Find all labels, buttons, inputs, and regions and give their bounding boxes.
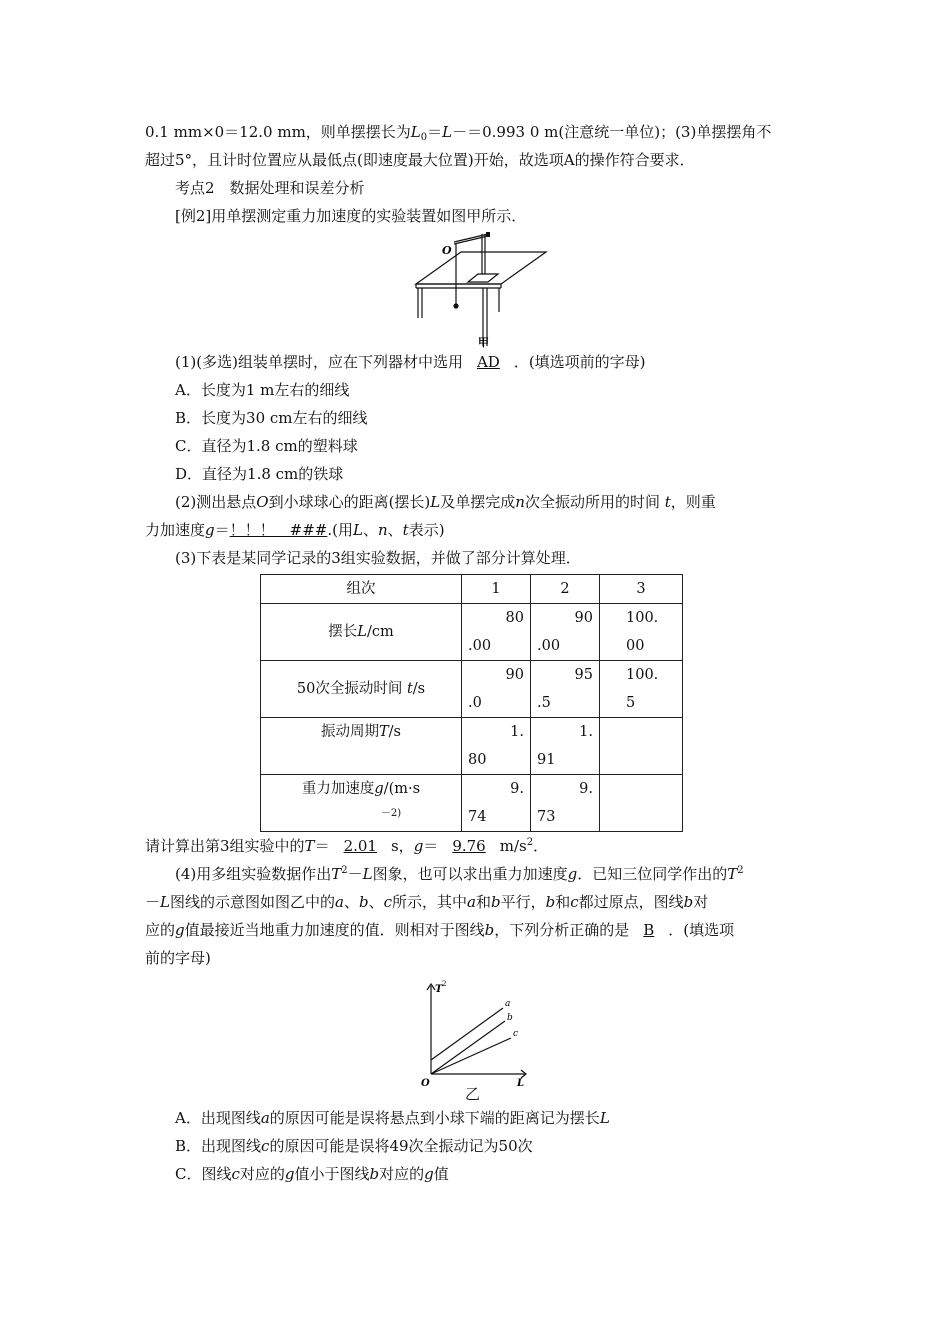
text-line xyxy=(145,118,810,146)
figure-apparatus xyxy=(145,232,810,348)
pendulum-bob xyxy=(453,303,458,308)
subscript: 0 xyxy=(420,132,428,143)
table-cell: 90 .0 xyxy=(462,661,531,718)
question-2-line2: 力加速度g＝！！！ ###.(用L、n、t表示) xyxy=(145,521,445,539)
text: ．(填选项前的字母) xyxy=(513,353,646,371)
answer-blank: ！！！ ### xyxy=(229,521,328,539)
table-cell: 1. 80 xyxy=(462,718,531,775)
example-title: [例2]用单摆测定重力加速度的实验装置如图甲所示． xyxy=(175,207,527,225)
table-cell: 1. 91 xyxy=(531,718,600,775)
row-label: 振动周期T/s xyxy=(261,718,462,775)
line-c xyxy=(431,1038,511,1074)
figure-graph xyxy=(145,978,810,1090)
table-row xyxy=(261,661,683,718)
option-a: A．长度为1 m左右的细线 xyxy=(175,381,350,399)
line-b xyxy=(431,1021,505,1074)
y-axis-label: T xyxy=(434,984,442,995)
figure-caption: 甲 xyxy=(477,336,489,348)
x-axis-label: L xyxy=(516,1078,524,1089)
table-cell: 100. 5 xyxy=(600,661,683,718)
y-axis-label-sup: 2 xyxy=(441,980,446,988)
line-b-label: b xyxy=(506,1013,513,1023)
table-header-cell: 2 xyxy=(531,575,600,604)
table-header-cell: 1 xyxy=(462,575,531,604)
option-b: B．长度为30 cm左右的细线 xyxy=(175,409,368,427)
question-3-intro: (3)下表是某同学记录的3组实验数据，并做了部分计算处理． xyxy=(175,549,581,567)
question-4-line3: 应的g值最接近当地重力加速度的值．则相对于图线b，下列分析正确的是 B ．(填选项 xyxy=(145,921,735,939)
figure-caption-yi: 乙 xyxy=(464,1085,480,1103)
origin-label: O xyxy=(420,1078,430,1089)
text-line: 超过5°，且计时位置应从最低点(即速度最大位置)开始，故选项A的操作符合要求． xyxy=(145,151,695,169)
text: 0.1 mm×0＝12.0 mm，则单摆摆长为 xyxy=(145,123,411,141)
table-row xyxy=(261,604,683,661)
row-label: 摆长L/cm xyxy=(261,604,462,661)
question-4-line2: －L图线的示意图如图乙中的a、b、c所示，其中a和b平行，b和c都过原点，图线b对 xyxy=(145,893,709,911)
text: (1)(多选)组装单摆时，应在下列器材中选用 xyxy=(175,353,463,371)
question-3-calc: 请计算出第3组实验中的T＝ 2.01 s，g＝ 9.76 $m/s^2$． xyxy=(145,837,549,855)
question-2-line1: (2)测出悬点O到小球球心的距离(摆长)L及单摆完成n次全振动所用的时间 t，则重 xyxy=(175,493,716,511)
question-4-line4: 前的字母) xyxy=(145,949,211,967)
var: L xyxy=(410,123,421,141)
table-cell: 100. 00 xyxy=(600,604,683,661)
text: －＝0.993 0 m(注意统一单位)；(3)单摆摆角不 xyxy=(452,123,772,141)
q4-option-b: B．出现图线c的原因可能是误将49次全振动记为50次 xyxy=(175,1137,533,1155)
table-row xyxy=(261,775,683,832)
line-a xyxy=(431,1008,503,1060)
line-c-label: c xyxy=(512,1029,518,1039)
table-cell xyxy=(600,718,683,775)
answer-blank: 9.76 xyxy=(452,837,486,855)
document-page xyxy=(145,118,810,1188)
table-cell: 90 .00 xyxy=(531,604,600,661)
option-d: D．直径为1.8 cm的铁球 xyxy=(175,465,344,483)
answer-blank: B xyxy=(643,921,655,939)
answer-blank: 2.01 xyxy=(343,837,377,855)
label-o: O xyxy=(441,244,452,257)
table-row xyxy=(261,718,683,775)
pendulum-apparatus-drawing xyxy=(398,232,558,348)
question-4-line1: (4)用多组实验数据作出$T^2-L$图象，也可以求出重力加速度g．已知三位同学作出的$T^2$ xyxy=(175,865,744,883)
q4-option-a: A．出现图线a的原因可能是误将悬点到小球下端的距离记为摆长L xyxy=(175,1109,610,1127)
question-1 xyxy=(145,348,810,376)
t2-l-graph xyxy=(413,978,543,1090)
answer-blank: AD xyxy=(476,353,500,371)
table-cell: 95 .5 xyxy=(531,661,600,718)
table-cell: 80 .00 xyxy=(462,604,531,661)
table-header-cell: 组次 xyxy=(261,575,462,604)
row-label: 重力加速度g/(m·s －2) xyxy=(261,775,462,832)
table-header-cell: 3 xyxy=(600,575,683,604)
text: ＝ xyxy=(427,123,443,141)
line-a-label: a xyxy=(504,999,510,1009)
section-heading: 考点2 数据处理和误差分析 xyxy=(175,179,365,197)
data-table xyxy=(260,574,683,832)
var: L xyxy=(442,123,453,141)
table-cell: 9. 73 xyxy=(531,775,600,832)
option-c: C．直径为1.8 cm的塑料球 xyxy=(175,437,358,455)
table-cell: 9. 74 xyxy=(462,775,531,832)
q4-option-c: C．图线c对应的g值小于图线b对应的g值 xyxy=(175,1165,449,1183)
row-label: 50次全振动时间 t/s xyxy=(261,661,462,718)
table-header-row xyxy=(261,575,683,604)
table-cell xyxy=(600,775,683,832)
